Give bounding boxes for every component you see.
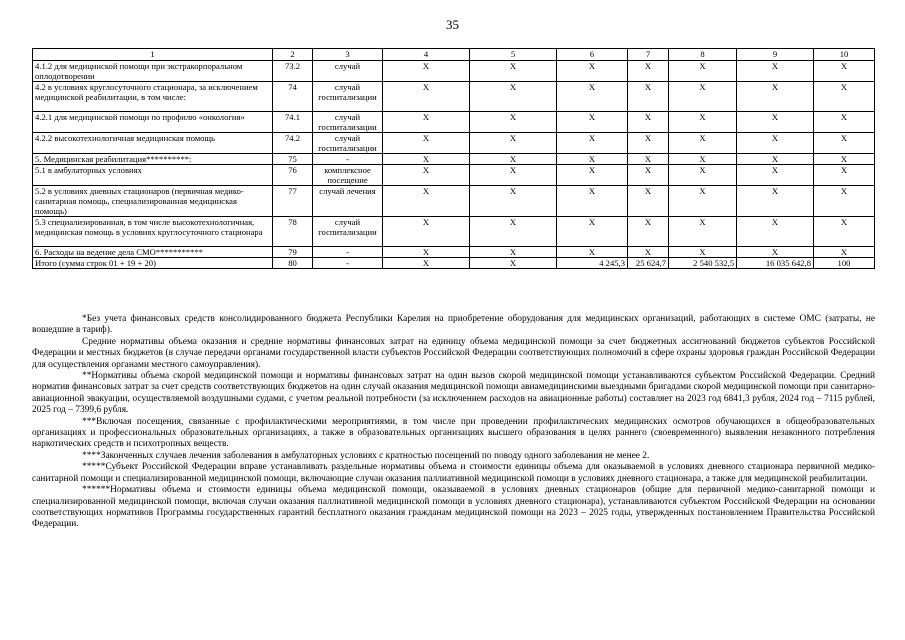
table-cell: X bbox=[470, 112, 557, 133]
table-cell: X bbox=[470, 217, 557, 247]
table-cell: X bbox=[669, 217, 737, 247]
table-cell: X bbox=[383, 217, 470, 247]
table-cell: X bbox=[470, 82, 557, 112]
table-cell: X bbox=[557, 247, 628, 258]
table-cell: случай лечения bbox=[313, 186, 383, 217]
row-label: 5.1 в амбулаторных условиях bbox=[33, 165, 273, 186]
table-cell: X bbox=[383, 133, 470, 154]
table-cell: X bbox=[814, 133, 875, 154]
table-cell: 16 035 642,8 bbox=[737, 258, 814, 269]
footnote-paragraph: Средние нормативы объема оказания и средние нормативы финансовых затрат на единицу объема медицинской помощи за счет бюджетных ассигнований бюджетов субъектов Российской Федерации и местных бюджетов (в случае передачи органами государственной власти субъектов Российской Федерации соответствующих полномочий в сфере охраны здоровья граждан Российской Федерации для осуществления органами местного самоуправления). bbox=[32, 336, 875, 370]
column-header: 3 bbox=[313, 49, 383, 61]
table-cell: X bbox=[470, 258, 557, 269]
table-cell: случай госпитализации bbox=[313, 217, 383, 247]
table-cell: X bbox=[470, 133, 557, 154]
table-cell: X bbox=[383, 82, 470, 112]
table-cell: X bbox=[737, 217, 814, 247]
row-label: 4.2 в условиях круглосуточного стационара, за исключением медицинской реабилитации, в том числе: bbox=[33, 82, 273, 112]
table-cell: X bbox=[669, 82, 737, 112]
table-row bbox=[33, 186, 875, 217]
table-cell: комплексное посещение bbox=[313, 165, 383, 186]
table-cell: X bbox=[737, 133, 814, 154]
table-cell: X bbox=[814, 61, 875, 82]
table-cell: X bbox=[628, 112, 669, 133]
column-header: 1 bbox=[33, 49, 273, 61]
row-label: Итого (сумма строк 01 + 19 + 20) bbox=[33, 258, 273, 269]
table-cell: X bbox=[383, 247, 470, 258]
table-cell: X bbox=[628, 154, 669, 165]
table-cell: X bbox=[628, 61, 669, 82]
table-cell: 74.2 bbox=[273, 133, 313, 154]
table-cell: X bbox=[737, 61, 814, 82]
row-label: 4.2.2 высокотехнологичная медицинская помощь bbox=[33, 133, 273, 154]
table-cell: случай госпитализации bbox=[313, 112, 383, 133]
table-cell: X bbox=[628, 133, 669, 154]
table-cell: 80 bbox=[273, 258, 313, 269]
table-cell: случай госпитализации bbox=[313, 133, 383, 154]
row-label: 4.2.1 для медицинской помощи по профилю «онкология» bbox=[33, 112, 273, 133]
column-header: 2 bbox=[273, 49, 313, 61]
row-label: 5.3 специализированная, в том числе высокотехнологичная, медицинская помощь в условиях круглосуточного стационара bbox=[33, 217, 273, 247]
table-cell: X bbox=[383, 186, 470, 217]
table-cell: X bbox=[557, 82, 628, 112]
table-cell: 2 540 532,5 bbox=[669, 258, 737, 269]
footnote-paragraph: **Нормативы объема скорой медицинской помощи и нормативы финансовых затрат на один вызов скорой медицинской помощи устанавливаются субъектом Российской Федерации. Средний норматив финансовых затрат за счет средств соответствующих бюджетов на один случай оказания медицинской помощи авиамедицинскими выездными бригадами скорой медицинской помощи при санитарно-авиационной эвакуации, осуществляемой воздушными судами, с учетом реальной потребности (за исключением расходов на авиационные работы) составляет на 2023 год 6841,3 рубля, 2024 год – 7115 рублей, 2025 год – 7399,6 рубля. bbox=[32, 371, 875, 416]
table-body bbox=[33, 49, 875, 269]
table-row bbox=[33, 133, 875, 154]
column-header: 9 bbox=[737, 49, 814, 61]
table-cell: X bbox=[814, 217, 875, 247]
table-cell: X bbox=[557, 165, 628, 186]
table-row bbox=[33, 61, 875, 82]
table-cell: X bbox=[628, 165, 669, 186]
table-cell: X bbox=[383, 61, 470, 82]
table-cell: X bbox=[814, 82, 875, 112]
table-row bbox=[33, 217, 875, 247]
table-cell: 79 bbox=[273, 247, 313, 258]
table-row bbox=[33, 82, 875, 112]
table-row bbox=[33, 154, 875, 165]
footnotes bbox=[32, 314, 875, 531]
table-cell: X bbox=[814, 247, 875, 258]
table-cell: 25 624,7 bbox=[628, 258, 669, 269]
table-cell: X bbox=[470, 154, 557, 165]
table-cell: X bbox=[383, 258, 470, 269]
table-cell: - bbox=[313, 258, 383, 269]
table-cell: X bbox=[470, 247, 557, 258]
table-cell: 74.1 bbox=[273, 112, 313, 133]
table-cell: X bbox=[737, 186, 814, 217]
table-cell: случай bbox=[313, 61, 383, 82]
table-cell: X bbox=[628, 82, 669, 112]
footnote-paragraph: ******Нормативы объема и стоимости единицы объема медицинской помощи, оказываемой в условиях дневных стационаров (общие для первичной медико-санитарной помощи и специализированной медицинской помощи, включая случаи оказания паллиативной медицинской помощи в условиях дневного стационара), устанавливаются субъектом Российской Федерации на основании соответствующих нормативов Программы государственных гарантий бесплатного оказания гражданам медицинской помощи на 2023 – 2025 годы, утвержденных постановлением Правительства Российской Федерации. bbox=[32, 485, 875, 530]
page-number: 35 bbox=[446, 17, 459, 32]
table-cell: X bbox=[669, 61, 737, 82]
table-cell: X bbox=[557, 154, 628, 165]
column-header: 8 bbox=[669, 49, 737, 61]
row-label: 6. Расходы на ведение дела СМО*********** bbox=[33, 247, 273, 258]
table-row bbox=[33, 247, 875, 258]
table-cell: X bbox=[557, 133, 628, 154]
table-cell: X bbox=[669, 247, 737, 258]
table-cell: X bbox=[470, 186, 557, 217]
footnote-paragraph: *****Субъект Российской Федерации вправе устанавливать раздельные нормативы объема и стоимости единицы объема для оказываемой в условиях дневного стационара первичной медико-санитарной помощи и специализированной медицинской помощи, включающие случаи оказания паллиативной медицинской помощи в условиях дневного стационара, а также для медицинской реабилитации. bbox=[32, 462, 875, 484]
table-row bbox=[33, 258, 875, 269]
row-label: 5.2 в условиях дневных стационаров (первичная медико-санитарная помощь, специализированная медицинская помощь) bbox=[33, 186, 273, 217]
column-header: 7 bbox=[628, 49, 669, 61]
table-cell: X bbox=[669, 186, 737, 217]
column-header: 6 bbox=[557, 49, 628, 61]
table-cell: X bbox=[737, 247, 814, 258]
table-cell: - bbox=[313, 154, 383, 165]
table-cell: X bbox=[628, 186, 669, 217]
table-cell: X bbox=[557, 186, 628, 217]
table-cell: X bbox=[628, 217, 669, 247]
table-cell: X bbox=[737, 165, 814, 186]
column-header: 4 bbox=[383, 49, 470, 61]
table-cell: X bbox=[557, 112, 628, 133]
column-header: 10 bbox=[814, 49, 875, 61]
table-cell: X bbox=[383, 165, 470, 186]
table-cell: X bbox=[669, 133, 737, 154]
data-table bbox=[32, 48, 875, 269]
table-cell: X bbox=[628, 247, 669, 258]
table-header-row bbox=[33, 49, 875, 61]
table-cell: 75 bbox=[273, 154, 313, 165]
table-cell: X bbox=[669, 112, 737, 133]
table-cell: 100 bbox=[814, 258, 875, 269]
table-cell: X bbox=[814, 165, 875, 186]
table-cell: X bbox=[383, 112, 470, 133]
table-cell: 76 bbox=[273, 165, 313, 186]
table-cell: X bbox=[737, 82, 814, 112]
footnote-paragraph: ***Включая посещения, связанные с профилактическими мероприятиями, в том числе при проведении профилактических медицинских осмотров обучающихся в общеобразовательных организациях и профессиональных образовательных организациях, а также в образовательных организациях высшего образования в целях раннего (своевременного) выявления незаконного потребления наркотических средств и психотропных веществ. bbox=[32, 416, 875, 450]
table-cell: X bbox=[383, 154, 470, 165]
table-cell: 74 bbox=[273, 82, 313, 112]
footnote-paragraph: *Без учета финансовых средств консолидированного бюджета Республики Карелия на приобретение оборудования для медицинских организаций, работающих в системе ОМС (затраты, не вошедшие в тариф). bbox=[32, 314, 875, 336]
table-cell: X bbox=[669, 165, 737, 186]
table-cell: 73.2 bbox=[273, 61, 313, 82]
row-label: 4.1.2 для медицинской помощи при экстракорпоральном оплодотворении bbox=[33, 61, 273, 82]
table-cell: X bbox=[814, 112, 875, 133]
table-row bbox=[33, 165, 875, 186]
table-cell: 78 bbox=[273, 217, 313, 247]
table-cell: X bbox=[470, 165, 557, 186]
table-cell: X bbox=[814, 186, 875, 217]
table-cell: X bbox=[557, 217, 628, 247]
footnote-paragraph: ****Законченных случаев лечения заболевания в амбулаторных условиях с кратностью посещений по поводу одного заболевания не менее 2. bbox=[82, 450, 650, 461]
table-cell: случай госпитализации bbox=[313, 82, 383, 112]
table-cell: 77 bbox=[273, 186, 313, 217]
table-cell: 4 245,3 bbox=[557, 258, 628, 269]
table-cell: X bbox=[557, 61, 628, 82]
column-header: 5 bbox=[470, 49, 557, 61]
table-cell: X bbox=[737, 154, 814, 165]
row-label: 5. Медицинская реабилитация**********: bbox=[33, 154, 273, 165]
table-row bbox=[33, 112, 875, 133]
table-cell: - bbox=[313, 247, 383, 258]
table-cell: X bbox=[669, 154, 737, 165]
table-cell: X bbox=[470, 61, 557, 82]
table-cell: X bbox=[814, 154, 875, 165]
table-cell: X bbox=[737, 112, 814, 133]
